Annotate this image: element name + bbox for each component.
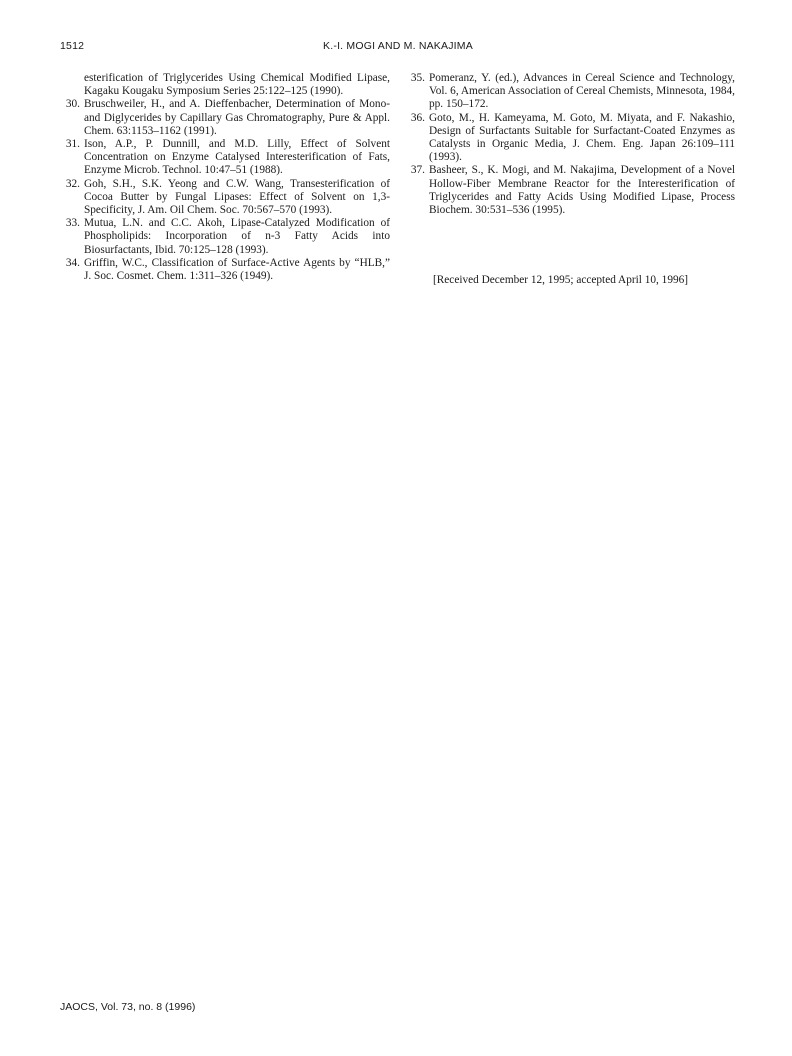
reference-number: 37. xyxy=(410,164,425,177)
received-accepted-note: [Received December 12, 1995; accepted April 10, 1996] xyxy=(433,274,689,286)
reference-text: Goto, M., H. Kameyama, M. Goto, M. Miyata, and F. Nakashio, Design of Surfactants Suitable for Surfactant-Coated Enzymes as Catalysts in Organic Media, J. Chem. Eng. Japan 26:109–111 (1993). xyxy=(429,111,735,164)
reference-text: esterification of Triglycerides Using Chemical Modified Lipase, Kagaku Kougaku Symposium Series 25:122–125 (1990). xyxy=(84,72,390,98)
running-header xyxy=(60,40,736,56)
reference-number: 31. xyxy=(65,138,80,151)
reference-number: 33. xyxy=(65,217,80,230)
reference-entry xyxy=(60,178,390,218)
reference-entry xyxy=(405,164,735,217)
reference-column-left xyxy=(60,72,390,283)
reference-entry xyxy=(405,112,735,165)
reference-number: 32. xyxy=(65,177,80,190)
reference-number: 34. xyxy=(65,256,80,269)
reference-entry xyxy=(60,72,390,98)
reference-text: Bruschweiler, H., and A. Dieffenbacher, Determination of Mono- and Diglycerides by Capillary Gas Chromatography, Pure & Appl. Chem. 63:1153–1162 (1991). xyxy=(84,98,390,137)
reference-text: Mutua, L.N. and C.C. Akoh, Lipase-Catalyzed Modification of Phospholipids: Incorporation of n-3 Fatty Acids into Biosurfactants, Ibid. 70:125–128 (1993). xyxy=(84,217,390,256)
running-title: K.-I. MOGI AND M. NAKAJIMA xyxy=(323,40,473,52)
reference-text: Goh, S.H., S.K. Yeong and C.W. Wang, Transesterification of Cocoa Butter by Fungal Lipases: Effect of Solvent on 1,3-Specificity, J. Am. Oil Chem. Soc. 70:567–570 (1993). xyxy=(84,177,390,217)
reference-number: 35. xyxy=(410,72,425,84)
reference-number: 30. xyxy=(65,98,80,111)
reference-text: Pomeranz, Y. (ed.), Advances in Cereal Science and Technology, Vol. 6, American Association of Cereal Chemists, Minnesota, 1984, pp. 150–172. xyxy=(429,72,735,111)
reference-entry xyxy=(60,257,390,283)
reference-entry xyxy=(60,98,390,138)
reference-text: Griffin, W.C., Classification of Surface-Active Agents by “HLB,” J. Soc. Cosmet. Chem. 1:311–326 (1949). xyxy=(84,256,390,283)
page-number: 1512 xyxy=(60,40,85,52)
journal-footer: JAOCS, Vol. 73, no. 8 (1996) xyxy=(60,1001,196,1013)
reference-column-right xyxy=(405,72,735,217)
reference-text: Ison, A.P., P. Dunnill, and M.D. Lilly, Effect of Solvent Concentration on Enzyme Catalysed Interesterification of Fats, Enzyme Microb. Technol. 10:47–51 (1988). xyxy=(84,138,390,177)
reference-entry xyxy=(60,138,390,178)
reference-entry xyxy=(60,217,390,257)
reference-entry xyxy=(405,72,735,112)
reference-text: Basheer, S., K. Mogi, and M. Nakajima, Development of a Novel Hollow-Fiber Membrane Reactor for the Interesterification of Triglycerides and Fatty Acids Using Modified Lipase, Process Biochem. 30:531–536 (1995). xyxy=(429,164,735,217)
reference-number: 36. xyxy=(410,111,425,124)
